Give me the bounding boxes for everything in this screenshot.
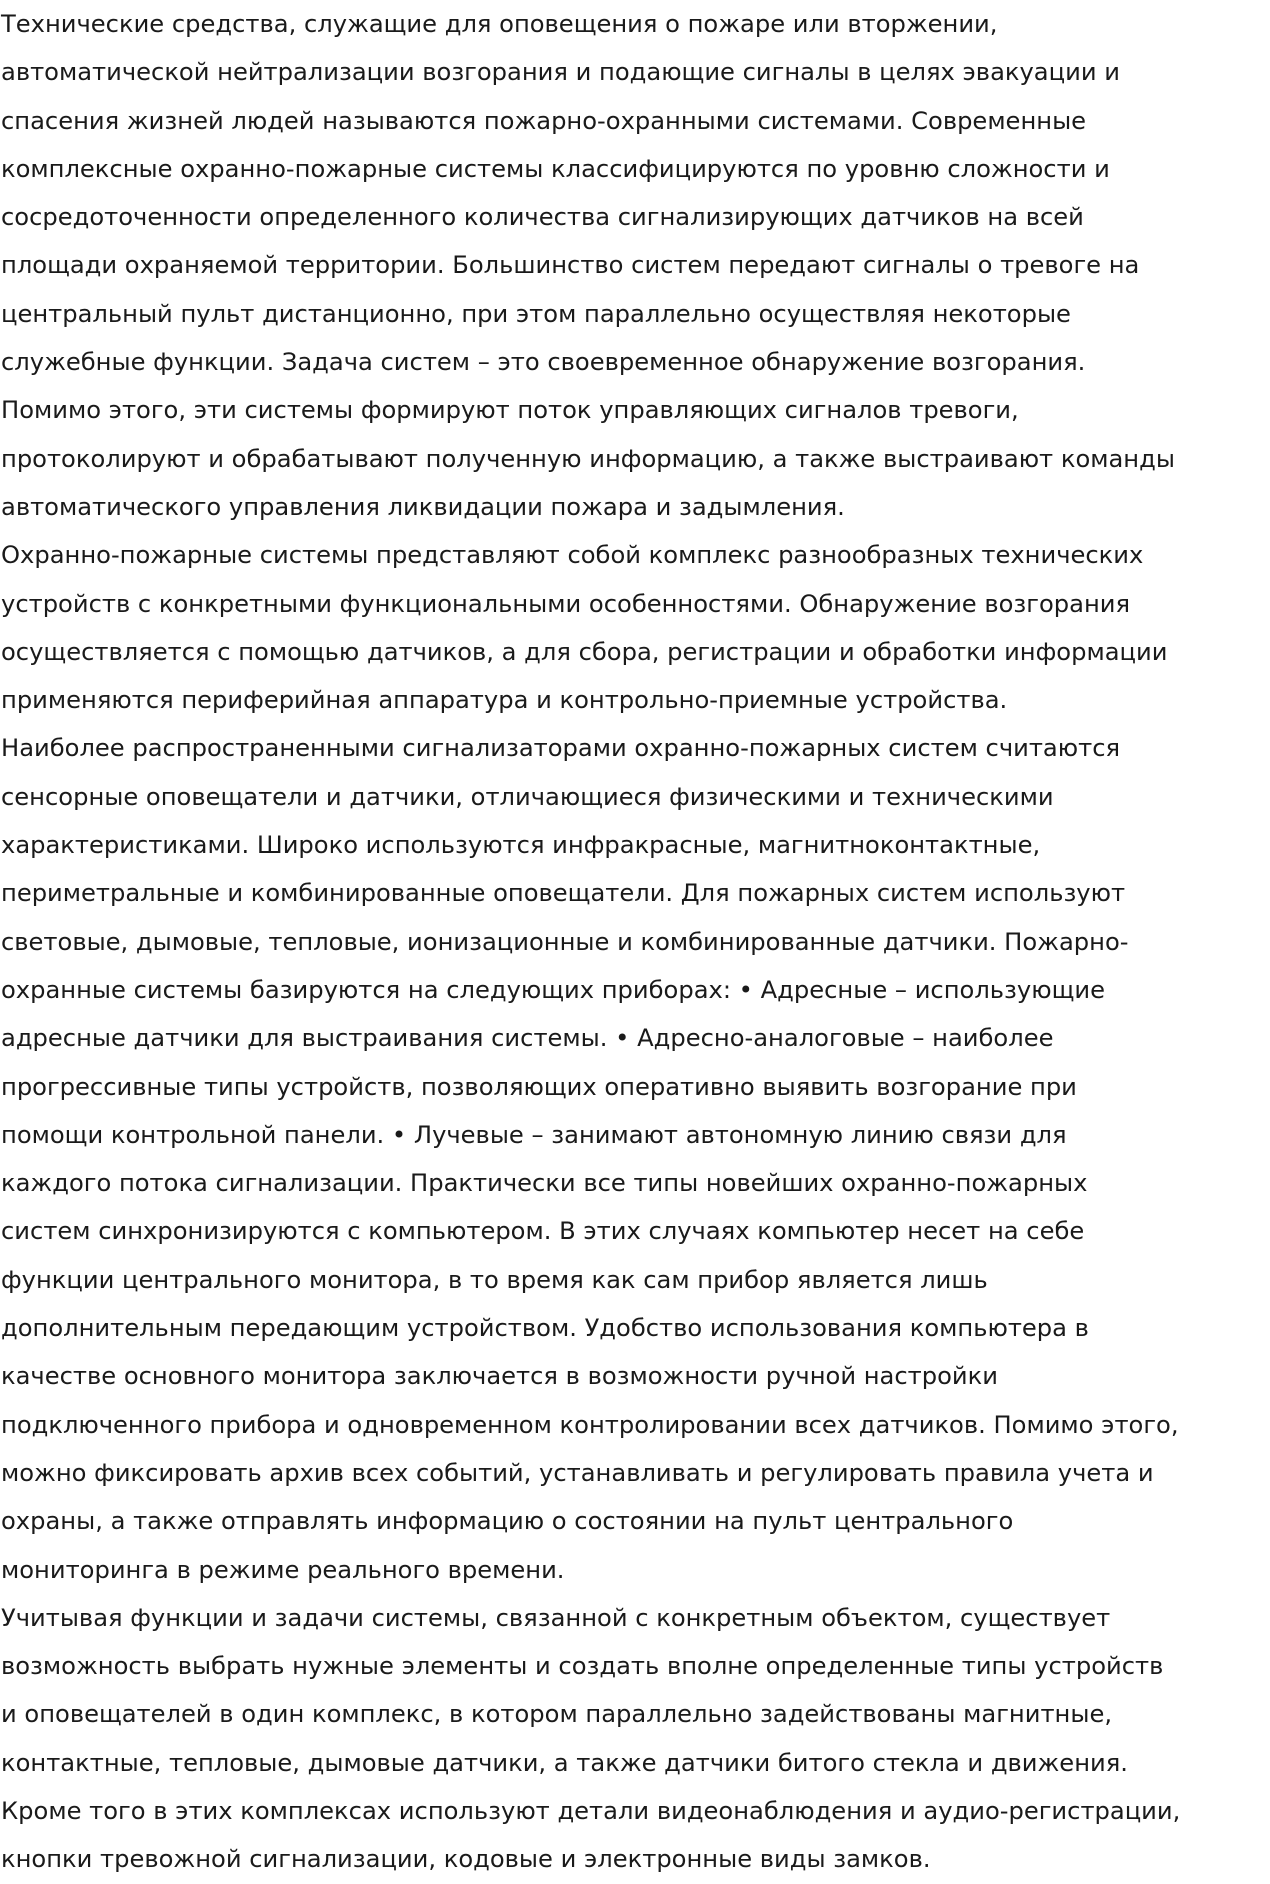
paragraph-components: Охранно-пожарные системы представляют собой комплекс разнообразных технических устройств с конкретными функциональными особенностями. Обнаружение возгорания осуществляется с помощью датчиков, а для сбора, регистрации и обработки информации применяются периферийная аппаратура и контрольно-приемные устройства. bbox=[1, 541, 1168, 715]
paragraph-intro: Технические средства, служащие для оповещения о пожаре или вторжении, автоматической нейтрализации возгорания и подающие сигналы в целях эвакуации и спасения жизней людей называются пожарно-охранными системами. Современные комплексные охранно-пожарные системы классифицируются по уровню сложности и сосредоточенности определенного количества сигнализирующих датчиков на всей площади охраняемой территории. Большинство систем передают сигналы о тревоге на центральный пульт дистанционно, при этом параллельно осуществляя некоторые служебные функции. Задача систем – это своевременное обнаружение возгорания. Помимо этого, эти системы формируют поток управляющих сигналов тревоги, протоколируют и обрабатывают полученную информацию, а также выстраивают команды автоматического управления ликвидации пожара и задымления. bbox=[1, 10, 1175, 521]
paragraph-configuration: Учитывая функции и задачи системы, связанной с конкретным объектом, существует возможность выбрать нужные элементы и создать вполне определенные типы устройств и оповещателей в один комплекс, в котором параллельно задействованы магнитные, контактные, тепловые, дымовые датчики, а также датчики битого стекла и движения. Кроме того в этих комплексах используют детали видеонаблюдения и аудио-регистрации, кнопки тревожной сигнализации, кодовые и электронные виды замков. bbox=[1, 1603, 1181, 1874]
document-body bbox=[1, 0, 1267, 1884]
paragraph-sensors: Наиболее распространенными сигнализаторами охранно-пожарных систем считаются сенсорные оповещатели и датчики, отличающиеся физическими и техническими характеристиками. Широко используются инфракрасные, магнитноконтактные, периметральные и комбинированные оповещатели. Для пожарных систем используют световые, дымовые, тепловые, ионизационные и комбинированные датчики. Пожарно- охранные системы базируются на следующих приборах: • Адресные – использующие адресные датчики для выстраивания системы. • Адресно-аналоговые – наиболее прогрессивные типы устройств, позволяющих оперативно выявить возгорание при помощи контрольной панели. • Лучевые – занимают автономную линию связи для каждого потока сигнализации. Практически все типы новейших охранно-пожарных систем синхронизируются с компьютером. В этих случаях компьютер несет на себе функции центрального монитора, в то время как сам прибор является лишь дополнительным передающим устройством. Удобство использования компьютера в качестве основного монитора заключается в возможности ручной настройки подключенного прибора и одновременном контролировании всех датчиков. Помимо этого, можно фиксировать архив всех событий, устанавливать и регулировать правила учета и охраны, а также отправлять информацию о состоянии на пульт центрального мониторинга в режиме реального времени. bbox=[1, 734, 1179, 1584]
